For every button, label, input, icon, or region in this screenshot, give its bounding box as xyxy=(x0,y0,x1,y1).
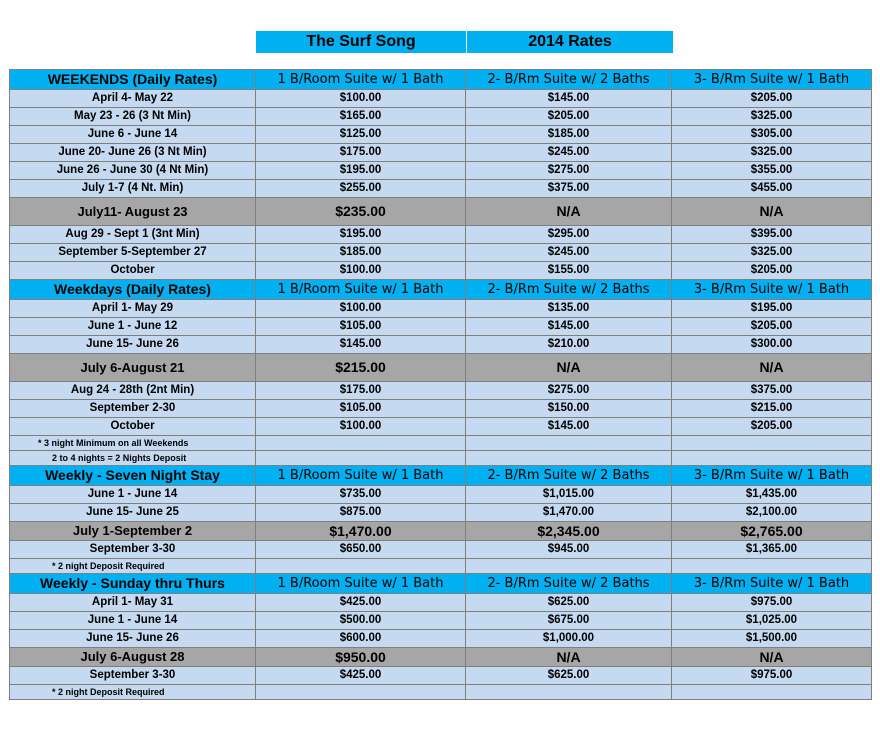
section-title: WEEKENDS (Daily Rates) xyxy=(10,70,256,90)
rate-row xyxy=(10,244,872,262)
date-range-label: April 1- May 31 xyxy=(10,594,256,612)
rate-row xyxy=(10,126,872,144)
rate-row xyxy=(10,262,872,280)
empty-cell xyxy=(466,451,672,466)
rate-cell: N/A xyxy=(466,648,672,667)
rate-cell: $145.00 xyxy=(466,418,672,436)
rate-cell: $1,500.00 xyxy=(672,630,872,648)
column-header: 3- B/Rm Suite w/ 1 Bath xyxy=(672,70,872,90)
peak-rate-row xyxy=(10,354,872,382)
empty-cell xyxy=(256,436,466,451)
title-bar xyxy=(256,31,673,53)
note-row xyxy=(10,559,872,574)
peak-rate-row xyxy=(10,198,872,226)
rate-cell: $375.00 xyxy=(672,382,872,400)
rate-cell: $195.00 xyxy=(672,300,872,318)
date-range-label: June 1 - June 14 xyxy=(10,486,256,504)
rate-cell: $185.00 xyxy=(256,244,466,262)
rate-row xyxy=(10,180,872,198)
rate-cell: $975.00 xyxy=(672,667,872,685)
rate-cell: $145.00 xyxy=(256,336,466,354)
rate-cell: $175.00 xyxy=(256,144,466,162)
rate-row xyxy=(10,162,872,180)
rate-cell: $155.00 xyxy=(466,262,672,280)
rate-row xyxy=(10,486,872,504)
rate-cell: $375.00 xyxy=(466,180,672,198)
column-header: 2- B/Rm Suite w/ 2 Baths xyxy=(466,574,672,594)
page-title: The Surf Song xyxy=(256,31,467,53)
rate-cell: $975.00 xyxy=(672,594,872,612)
column-header: 2- B/Rm Suite w/ 2 Baths xyxy=(466,280,672,300)
rate-cell: $325.00 xyxy=(672,108,872,126)
column-header: 1 B/Room Suite w/ 1 Bath xyxy=(256,280,466,300)
column-header: 1 B/Room Suite w/ 1 Bath xyxy=(256,70,466,90)
rate-cell: $1,025.00 xyxy=(672,612,872,630)
rate-cell: $2,100.00 xyxy=(672,504,872,522)
empty-cell xyxy=(672,451,872,466)
rates-year-label: 2014 Rates xyxy=(467,31,673,53)
note-row xyxy=(10,685,872,700)
date-range-label: October xyxy=(10,418,256,436)
rate-cell: $1,000.00 xyxy=(466,630,672,648)
date-range-label: September 3-30 xyxy=(10,667,256,685)
empty-cell xyxy=(672,685,872,700)
date-range-label: April 1- May 29 xyxy=(10,300,256,318)
rate-cell: $325.00 xyxy=(672,144,872,162)
rate-cell: N/A xyxy=(672,198,872,226)
rate-cell: $175.00 xyxy=(256,382,466,400)
date-range-label: June 15- June 25 xyxy=(10,504,256,522)
rate-cell: $205.00 xyxy=(672,90,872,108)
rate-row xyxy=(10,400,872,418)
date-range-label: June 1 - June 12 xyxy=(10,318,256,336)
rate-cell: $2,345.00 xyxy=(466,522,672,541)
rate-row xyxy=(10,594,872,612)
date-range-label: July11- August 23 xyxy=(10,198,256,226)
date-range-label: September 3-30 xyxy=(10,541,256,559)
rate-cell: $195.00 xyxy=(256,226,466,244)
date-range-label: Aug 29 - Sept 1 (3nt Min) xyxy=(10,226,256,244)
empty-cell xyxy=(466,436,672,451)
rate-cell: $300.00 xyxy=(672,336,872,354)
rates-table xyxy=(9,69,872,700)
rate-row xyxy=(10,630,872,648)
column-header: 3- B/Rm Suite w/ 1 Bath xyxy=(672,574,872,594)
rate-cell: $135.00 xyxy=(466,300,672,318)
rate-cell: $625.00 xyxy=(466,594,672,612)
date-range-label: June 15- June 26 xyxy=(10,630,256,648)
date-range-label: October xyxy=(10,262,256,280)
rate-cell: $215.00 xyxy=(672,400,872,418)
rate-cell: $650.00 xyxy=(256,541,466,559)
rate-cell: $735.00 xyxy=(256,486,466,504)
empty-cell xyxy=(256,559,466,574)
date-range-label: Aug 24 - 28th (2nt Min) xyxy=(10,382,256,400)
rate-row xyxy=(10,418,872,436)
rate-cell: $675.00 xyxy=(466,612,672,630)
peak-rate-row xyxy=(10,648,872,667)
section-header-row xyxy=(10,574,872,594)
section-title: Weekly - Sunday thru Thurs xyxy=(10,574,256,594)
rate-cell: $395.00 xyxy=(672,226,872,244)
date-range-label: May 23 - 26 (3 Nt Min) xyxy=(10,108,256,126)
rate-cell: $125.00 xyxy=(256,126,466,144)
rate-cell: $100.00 xyxy=(256,262,466,280)
rate-cell: $1,365.00 xyxy=(672,541,872,559)
rate-cell: $100.00 xyxy=(256,300,466,318)
section-title: Weekdays (Daily Rates) xyxy=(10,280,256,300)
date-range-label: September 5-September 27 xyxy=(10,244,256,262)
rate-row xyxy=(10,336,872,354)
date-range-label: July 6-August 28 xyxy=(10,648,256,667)
date-range-label: September 2-30 xyxy=(10,400,256,418)
column-header: 3- B/Rm Suite w/ 1 Bath xyxy=(672,466,872,486)
rate-row xyxy=(10,382,872,400)
note-text: 2 to 4 nights = 2 Nights Deposit xyxy=(10,451,256,466)
rate-cell: $425.00 xyxy=(256,594,466,612)
rate-row xyxy=(10,612,872,630)
rate-cell: $455.00 xyxy=(672,180,872,198)
rate-cell: $500.00 xyxy=(256,612,466,630)
note-text: * 2 night Deposit Required xyxy=(10,559,256,574)
note-row xyxy=(10,436,872,451)
rate-cell: N/A xyxy=(466,198,672,226)
rate-row xyxy=(10,541,872,559)
rate-cell: $425.00 xyxy=(256,667,466,685)
date-range-label: July 1-7 (4 Nt. Min) xyxy=(10,180,256,198)
rate-cell: $205.00 xyxy=(672,262,872,280)
rate-cell: $235.00 xyxy=(256,198,466,226)
rate-cell: N/A xyxy=(466,354,672,382)
rate-cell: $355.00 xyxy=(672,162,872,180)
note-text: * 3 night Minimum on all Weekends xyxy=(10,436,256,451)
note-row xyxy=(10,451,872,466)
section-header-row xyxy=(10,70,872,90)
rate-cell: $215.00 xyxy=(256,354,466,382)
rate-row xyxy=(10,226,872,244)
rate-cell: $625.00 xyxy=(466,667,672,685)
empty-cell xyxy=(466,685,672,700)
column-header: 2- B/Rm Suite w/ 2 Baths xyxy=(466,70,672,90)
date-range-label: July 6-August 21 xyxy=(10,354,256,382)
rate-cell: $245.00 xyxy=(466,144,672,162)
rate-cell: $875.00 xyxy=(256,504,466,522)
date-range-label: June 15- June 26 xyxy=(10,336,256,354)
rate-cell: $195.00 xyxy=(256,162,466,180)
date-range-label: June 26 - June 30 (4 Nt Min) xyxy=(10,162,256,180)
empty-cell xyxy=(256,685,466,700)
rate-cell: $275.00 xyxy=(466,162,672,180)
rate-row xyxy=(10,318,872,336)
column-header: 1 B/Room Suite w/ 1 Bath xyxy=(256,466,466,486)
rate-cell: $100.00 xyxy=(256,90,466,108)
rates-table-body xyxy=(10,70,872,700)
rate-cell: $205.00 xyxy=(672,318,872,336)
empty-cell xyxy=(672,436,872,451)
rate-row xyxy=(10,108,872,126)
date-range-label: April 4- May 22 xyxy=(10,90,256,108)
section-header-row xyxy=(10,466,872,486)
note-text: * 2 night Deposit Required xyxy=(10,685,256,700)
section-header-row xyxy=(10,280,872,300)
rate-cell: $945.00 xyxy=(466,541,672,559)
rate-cell: $210.00 xyxy=(466,336,672,354)
rate-cell: $165.00 xyxy=(256,108,466,126)
date-range-label: June 6 - June 14 xyxy=(10,126,256,144)
rate-cell: $105.00 xyxy=(256,318,466,336)
section-title: Weekly - Seven Night Stay xyxy=(10,466,256,486)
rate-cell: $275.00 xyxy=(466,382,672,400)
rate-cell: $245.00 xyxy=(466,244,672,262)
rate-cell: $1,435.00 xyxy=(672,486,872,504)
rate-cell: $950.00 xyxy=(256,648,466,667)
rate-cell: $2,765.00 xyxy=(672,522,872,541)
rate-cell: $600.00 xyxy=(256,630,466,648)
peak-rate-row xyxy=(10,522,872,541)
rate-row xyxy=(10,300,872,318)
rate-row xyxy=(10,667,872,685)
date-range-label: July 1-September 2 xyxy=(10,522,256,541)
rate-cell: $1,470.00 xyxy=(466,504,672,522)
rate-cell: $145.00 xyxy=(466,318,672,336)
date-range-label: June 1 - June 14 xyxy=(10,612,256,630)
date-range-label: June 20- June 26 (3 Nt Min) xyxy=(10,144,256,162)
rate-cell: $1,015.00 xyxy=(466,486,672,504)
column-header: 1 B/Room Suite w/ 1 Bath xyxy=(256,574,466,594)
rate-cell: N/A xyxy=(672,648,872,667)
rate-cell: N/A xyxy=(672,354,872,382)
rate-cell: $205.00 xyxy=(672,418,872,436)
empty-cell xyxy=(672,559,872,574)
empty-cell xyxy=(466,559,672,574)
empty-cell xyxy=(256,451,466,466)
column-header: 3- B/Rm Suite w/ 1 Bath xyxy=(672,280,872,300)
rate-cell: $145.00 xyxy=(466,90,672,108)
rate-cell: $105.00 xyxy=(256,400,466,418)
rate-cell: $305.00 xyxy=(672,126,872,144)
rate-cell: $150.00 xyxy=(466,400,672,418)
rate-cell: $185.00 xyxy=(466,126,672,144)
rate-cell: $1,470.00 xyxy=(256,522,466,541)
rate-cell: $205.00 xyxy=(466,108,672,126)
rate-row xyxy=(10,144,872,162)
column-header: 2- B/Rm Suite w/ 2 Baths xyxy=(466,466,672,486)
rate-cell: $255.00 xyxy=(256,180,466,198)
rate-row xyxy=(10,90,872,108)
rate-cell: $295.00 xyxy=(466,226,672,244)
rate-cell: $100.00 xyxy=(256,418,466,436)
rate-cell: $325.00 xyxy=(672,244,872,262)
rate-row xyxy=(10,504,872,522)
